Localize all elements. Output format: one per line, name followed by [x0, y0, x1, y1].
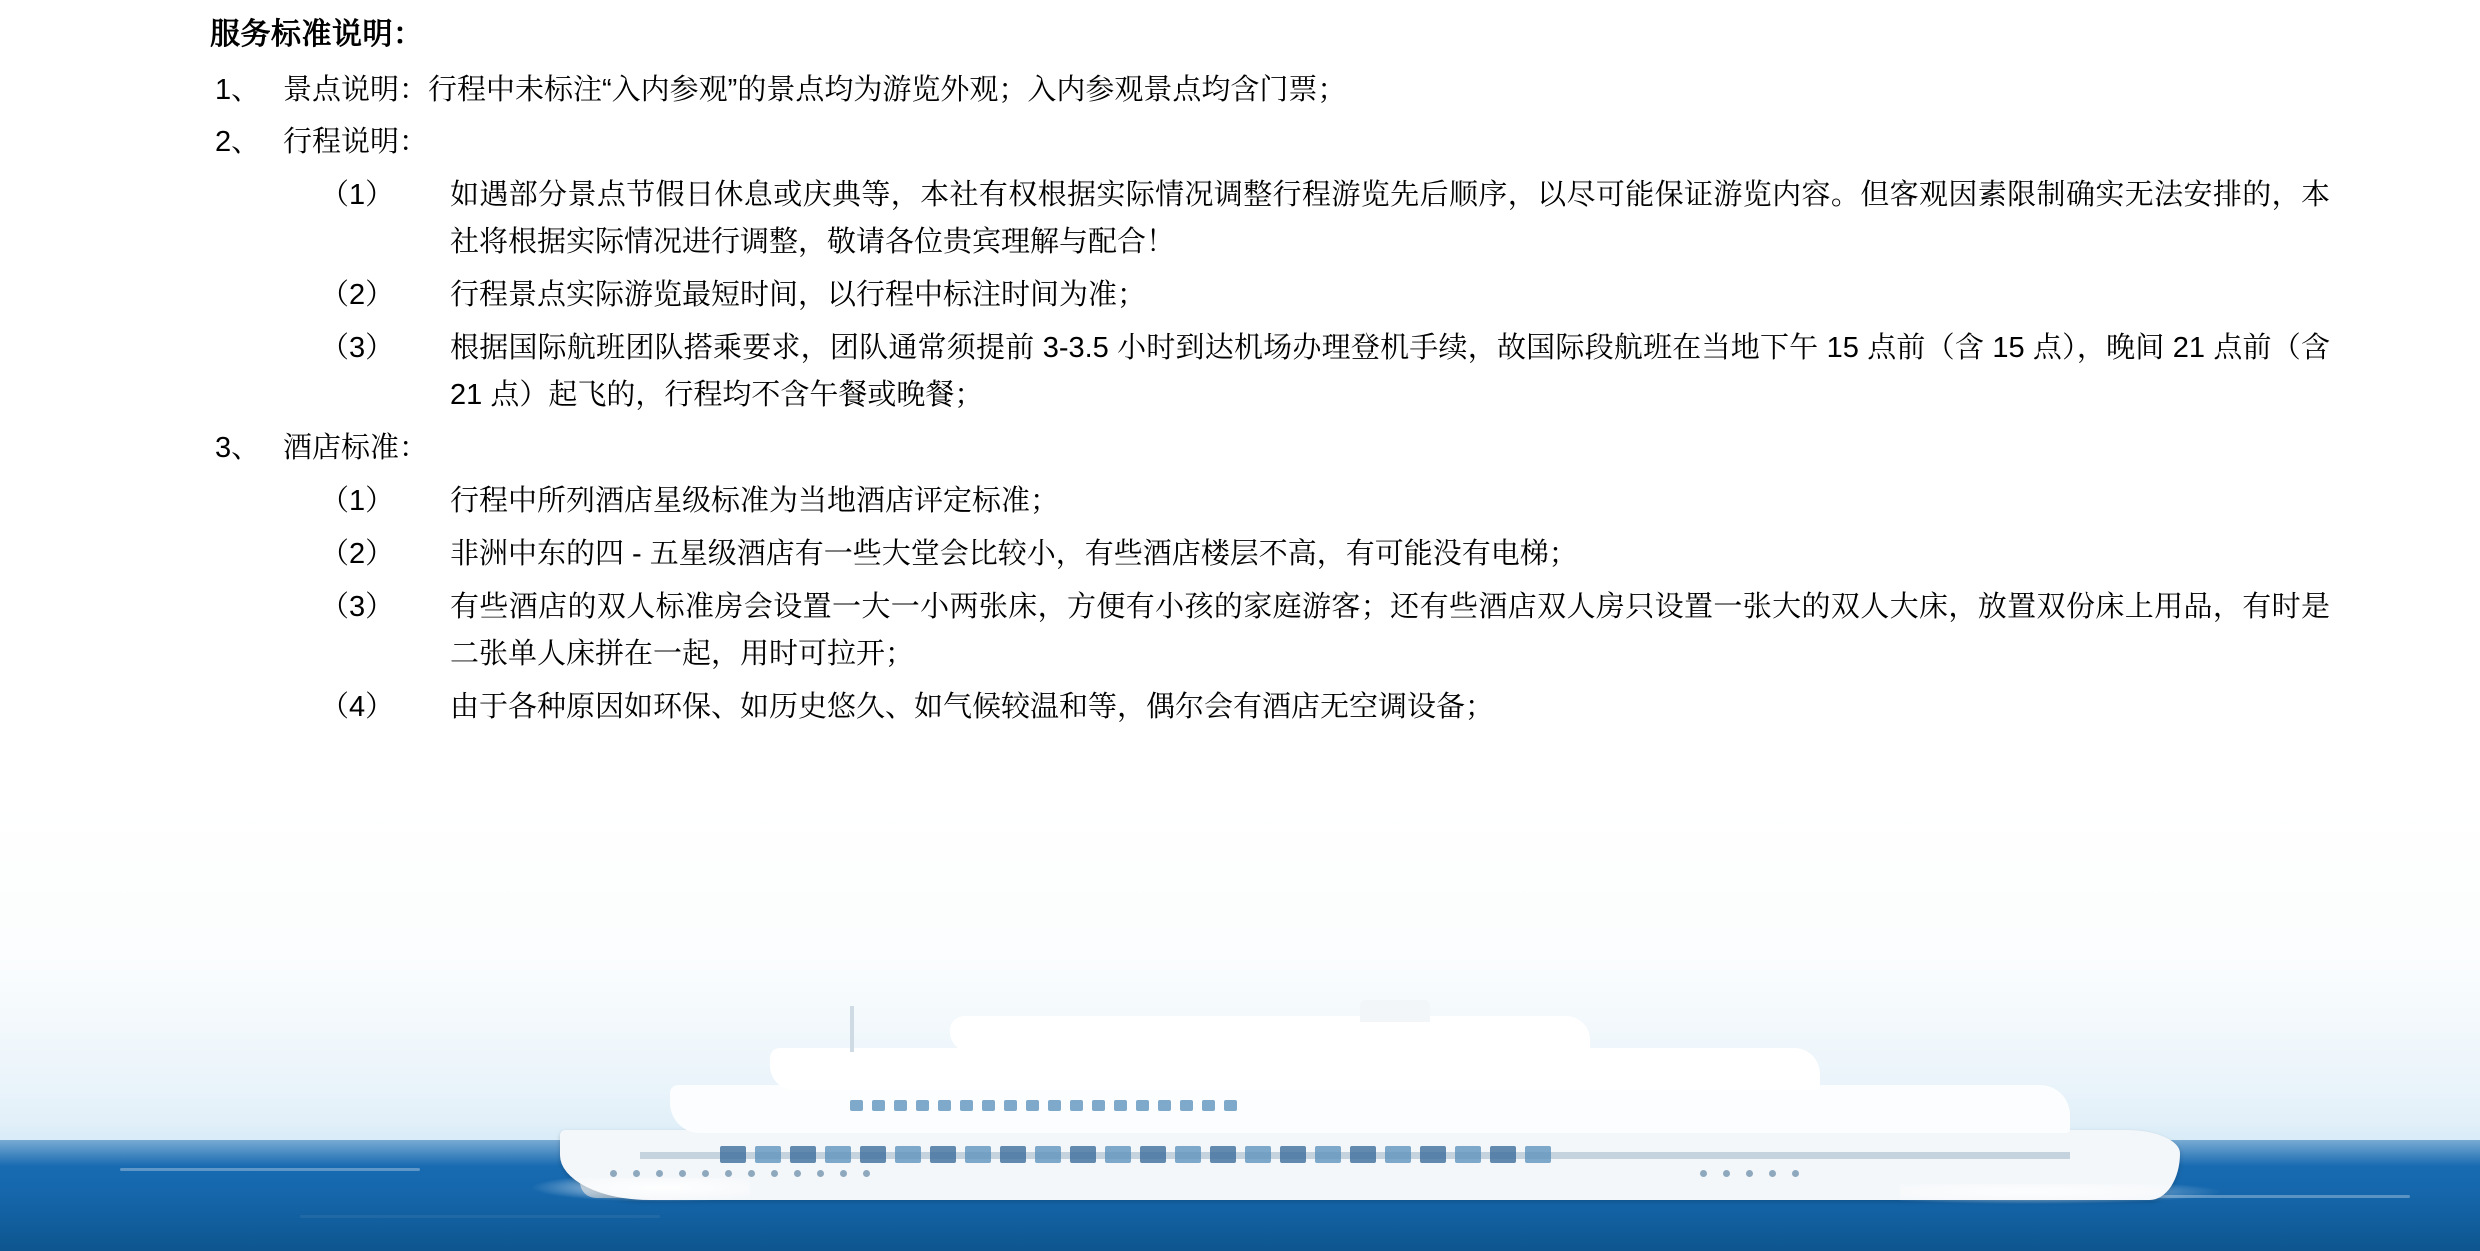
- sub-list-text: 根据国际航班团队搭乘要求，团队通常须提前 3-3.5 小时到达机场办理登机手续，故国际段航班在当地下午 15 点前（含 15 点），晚间 21 点前（含 21 点）起飞的，行程均不含午餐或晚餐；: [450, 332, 2330, 412]
- list-item: [0, 425, 2480, 472]
- ship-window-row: [720, 1146, 1551, 1163]
- ship-deck-3: [770, 1048, 1820, 1090]
- sub-list-item: [0, 172, 2480, 266]
- sub-list-marker: （2）: [320, 279, 395, 312]
- list-item: [0, 119, 2480, 166]
- sub-list-item: [0, 584, 2480, 678]
- list-text: 酒店标准：: [283, 432, 429, 465]
- sub-list-marker: （3）: [320, 332, 395, 365]
- sub-list-text: 由于各种原因如环保、如历史悠久、如气候较温和等，偶尔会有酒店无空调设备；: [450, 691, 1495, 724]
- sub-list-marker: （1）: [320, 179, 395, 212]
- list-marker: 2、: [215, 126, 261, 159]
- ship-porthole-row: [610, 1170, 870, 1177]
- sub-list-marker: （3）: [320, 591, 395, 624]
- ship-funnel: [1360, 1000, 1430, 1022]
- sub-list-marker: （2）: [320, 538, 395, 571]
- sub-list-item: [0, 684, 2480, 731]
- list-item: [0, 67, 2480, 114]
- sub-list-text: 行程中所列酒店星级标准为当地酒店评定标准；: [450, 485, 1060, 518]
- stern-wake: [1900, 1184, 2220, 1204]
- sub-list-item: [0, 325, 2480, 419]
- cruise-ship: [520, 1000, 2220, 1225]
- bow-wave: [530, 1178, 750, 1202]
- ship-window-row: [850, 1100, 1237, 1111]
- sub-list-item: [0, 531, 2480, 578]
- ship-deck-4: [950, 1016, 1590, 1052]
- sub-list-item: [0, 272, 2480, 319]
- list-marker: 1、: [215, 73, 261, 106]
- list-text: 行程说明：: [283, 126, 429, 159]
- list-text: 景点说明：行程中未标注“入内参观”的景点均为游览外观；入内参观景点均含门票；: [283, 73, 1347, 106]
- sea-streak: [120, 1168, 420, 1171]
- sub-list-text: 如遇部分景点节假日休息或庆典等，本社有权根据实际情况调整行程游览先后顺序，以尽可能保证游览内容。但客观因素限制确实无法安排的，本社将根据实际情况进行调整，敬请各位贵宾理解与配合！: [450, 179, 2330, 259]
- sub-list-text: 非洲中东的四 - 五星级酒店有一些大堂会比较小，有些酒店楼层不高，有可能没有电梯；: [450, 538, 1578, 571]
- list-marker: 3、: [215, 432, 261, 465]
- sub-list-marker: （4）: [320, 691, 395, 724]
- sub-list-marker: （1）: [320, 485, 395, 518]
- page-title: 服务标准说明：: [210, 18, 424, 51]
- ship-porthole-row: [1700, 1170, 1799, 1177]
- sub-list-text: 行程景点实际游览最短时间，以行程中标注时间为准；: [450, 279, 1147, 312]
- sub-list-text: 有些酒店的双人标准房会设置一大一小两张床，方便有小孩的家庭游客；还有些酒店双人房只设置一张大的双人大床，放置双份床上用品，有时是二张单人床拼在一起，用时可拉开；: [450, 591, 2330, 671]
- sub-list-item: [0, 478, 2480, 525]
- ship-mast: [850, 1006, 854, 1052]
